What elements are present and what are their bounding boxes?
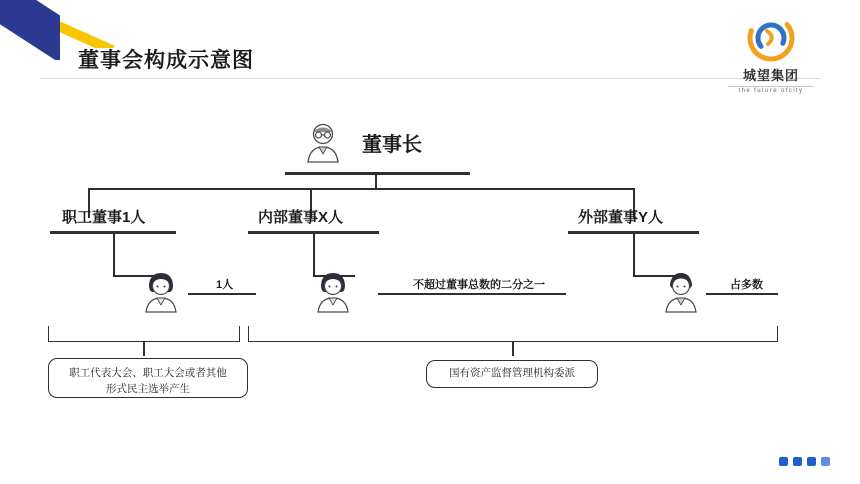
callout-sasac-appointment: [426, 360, 598, 388]
bracket-2-stem: [512, 342, 514, 356]
note-internal-director: 不超过董事总数的二分之一: [413, 279, 545, 291]
swirl-logo-icon: [747, 14, 795, 62]
node-label-employee-director: 职工董事1人: [62, 209, 146, 226]
page-title: 董事会构成示意图: [78, 49, 254, 72]
pagination-dot-1[interactable]: [779, 457, 788, 466]
pagination-dot-2[interactable]: [793, 457, 802, 466]
logo-divider: [728, 86, 814, 87]
pagination-dot-3[interactable]: [807, 457, 816, 466]
connector-chairman-stem: [375, 172, 377, 188]
note-underline-1: [188, 293, 256, 295]
bracket-employee-group: [48, 326, 240, 342]
chairman-avatar: [300, 118, 346, 164]
slide-pagination-dots[interactable]: [779, 457, 830, 466]
callout-1-line-2: 形式民主选举产生: [106, 382, 190, 395]
bracket-appointed-group: [248, 326, 778, 342]
corner-blue-accent: [0, 0, 60, 60]
connector-branch3-stem: [633, 231, 635, 275]
callout-2-line-1: 国有资产监督管理机构委派: [449, 367, 575, 380]
internal-director-avatar: [310, 268, 356, 314]
logo-tagline: the future ofcity: [738, 88, 804, 94]
note-underline-2: [378, 293, 566, 295]
node-label-chairman: 董事长: [362, 134, 422, 156]
external-director-avatar: [658, 268, 704, 314]
callout-employee-election: [48, 358, 248, 398]
connector-level1-bus: [88, 188, 634, 190]
logo-company-name: 城望集团: [742, 68, 799, 83]
brand-logo: [716, 14, 826, 106]
note-employee-director: 1人: [216, 279, 234, 291]
connector-branch1-stem: [113, 231, 115, 275]
chairman-underline: [285, 172, 470, 175]
title-divider: [40, 78, 820, 79]
bracket-1-stem: [143, 342, 145, 356]
callout-1-line-1: 职工代表大会、职工大会或者其他: [69, 367, 227, 379]
node-label-external-director: 外部董事Y人: [578, 209, 664, 226]
pagination-dot-4[interactable]: [821, 457, 830, 466]
employee-director-avatar: [138, 268, 184, 314]
node-label-internal-director: 内部董事X人: [258, 209, 344, 226]
note-underline-3: [706, 293, 778, 295]
note-external-director: 占多数: [730, 279, 763, 291]
